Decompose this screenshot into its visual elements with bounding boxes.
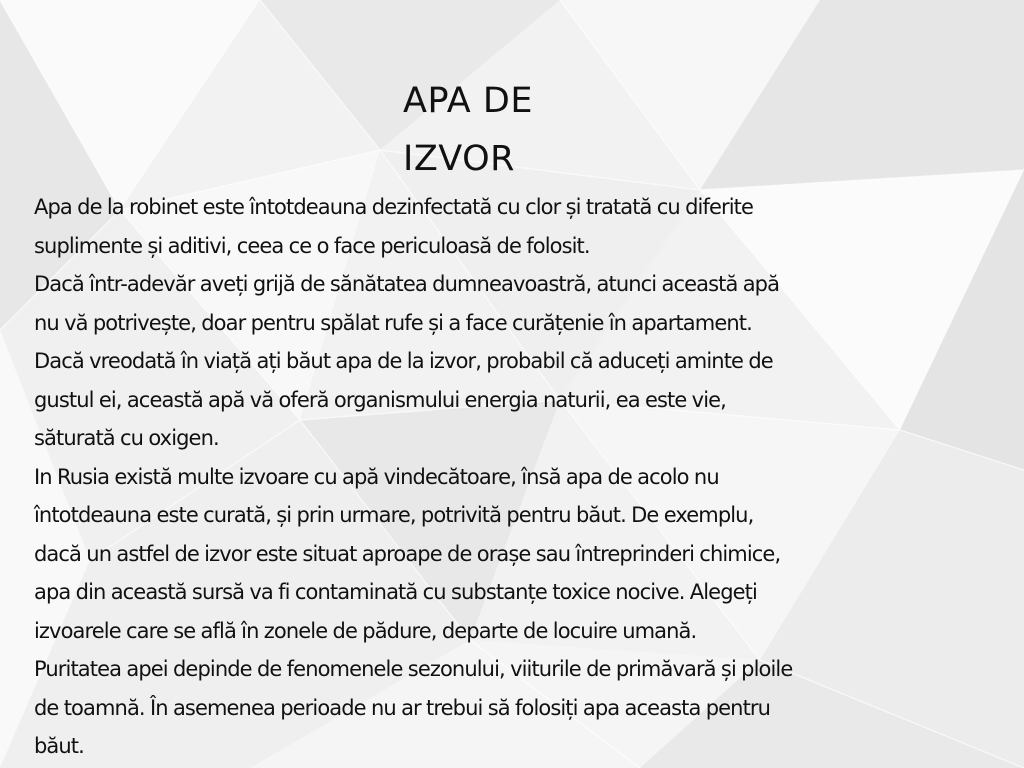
body-line: suplimente și aditivi, ceea ce o face periculoasă de folosit. <box>34 233 590 258</box>
body-line: săturată cu oxigen. <box>34 426 219 450</box>
body-line: gustul ei, această apă vă oferă organismului energia naturii, ea este vie, <box>34 387 726 412</box>
slide-title <box>403 72 533 188</box>
body-line: apa din această sursă va fi contaminată cu substanțe toxice nocive. Alegeți <box>34 580 757 604</box>
body-line: dacă un astfel de izvor este situat aproape de orașe sau întreprinderi chimice, <box>34 541 781 566</box>
body-line: Apa de la robinet este întotdeauna dezinfectată cu clor și tratată cu diferite <box>34 195 754 219</box>
body-line: Dacă vreodată în viață ați băut apa de la izvor, probabil că aduceți aminte de <box>34 349 773 373</box>
body-line: In Rusia există multe izvoare cu apă vindecătoare, însă apa de acolo nu <box>34 464 719 489</box>
body-line: Puritatea apei depinde de fenomenele sezonului, viiturile de primăvară și ploile <box>34 657 793 681</box>
body-line: Dacă într-adevăr aveți grijă de sănătatea dumneavoastră, atunci această apă <box>34 272 780 296</box>
body-line: nu vă potrivește, doar pentru spălat rufe și a face curățenie în apartament. <box>34 310 752 335</box>
body-line: băut. <box>34 734 84 758</box>
title-line: IZVOR <box>403 139 515 179</box>
body-line: întotdeauna este curată, și prin urmare, potrivită pentru băut. De exemplu, <box>34 503 754 527</box>
body-text <box>34 188 1024 766</box>
body-line: izvoarele care se află în zonele de pădure, departe de locuire umană. <box>34 618 697 643</box>
body-line: de toamnă. În asemenea perioade nu ar trebui să folosiți apa aceasta pentru <box>34 695 771 720</box>
title-line: APA DE <box>403 81 533 121</box>
